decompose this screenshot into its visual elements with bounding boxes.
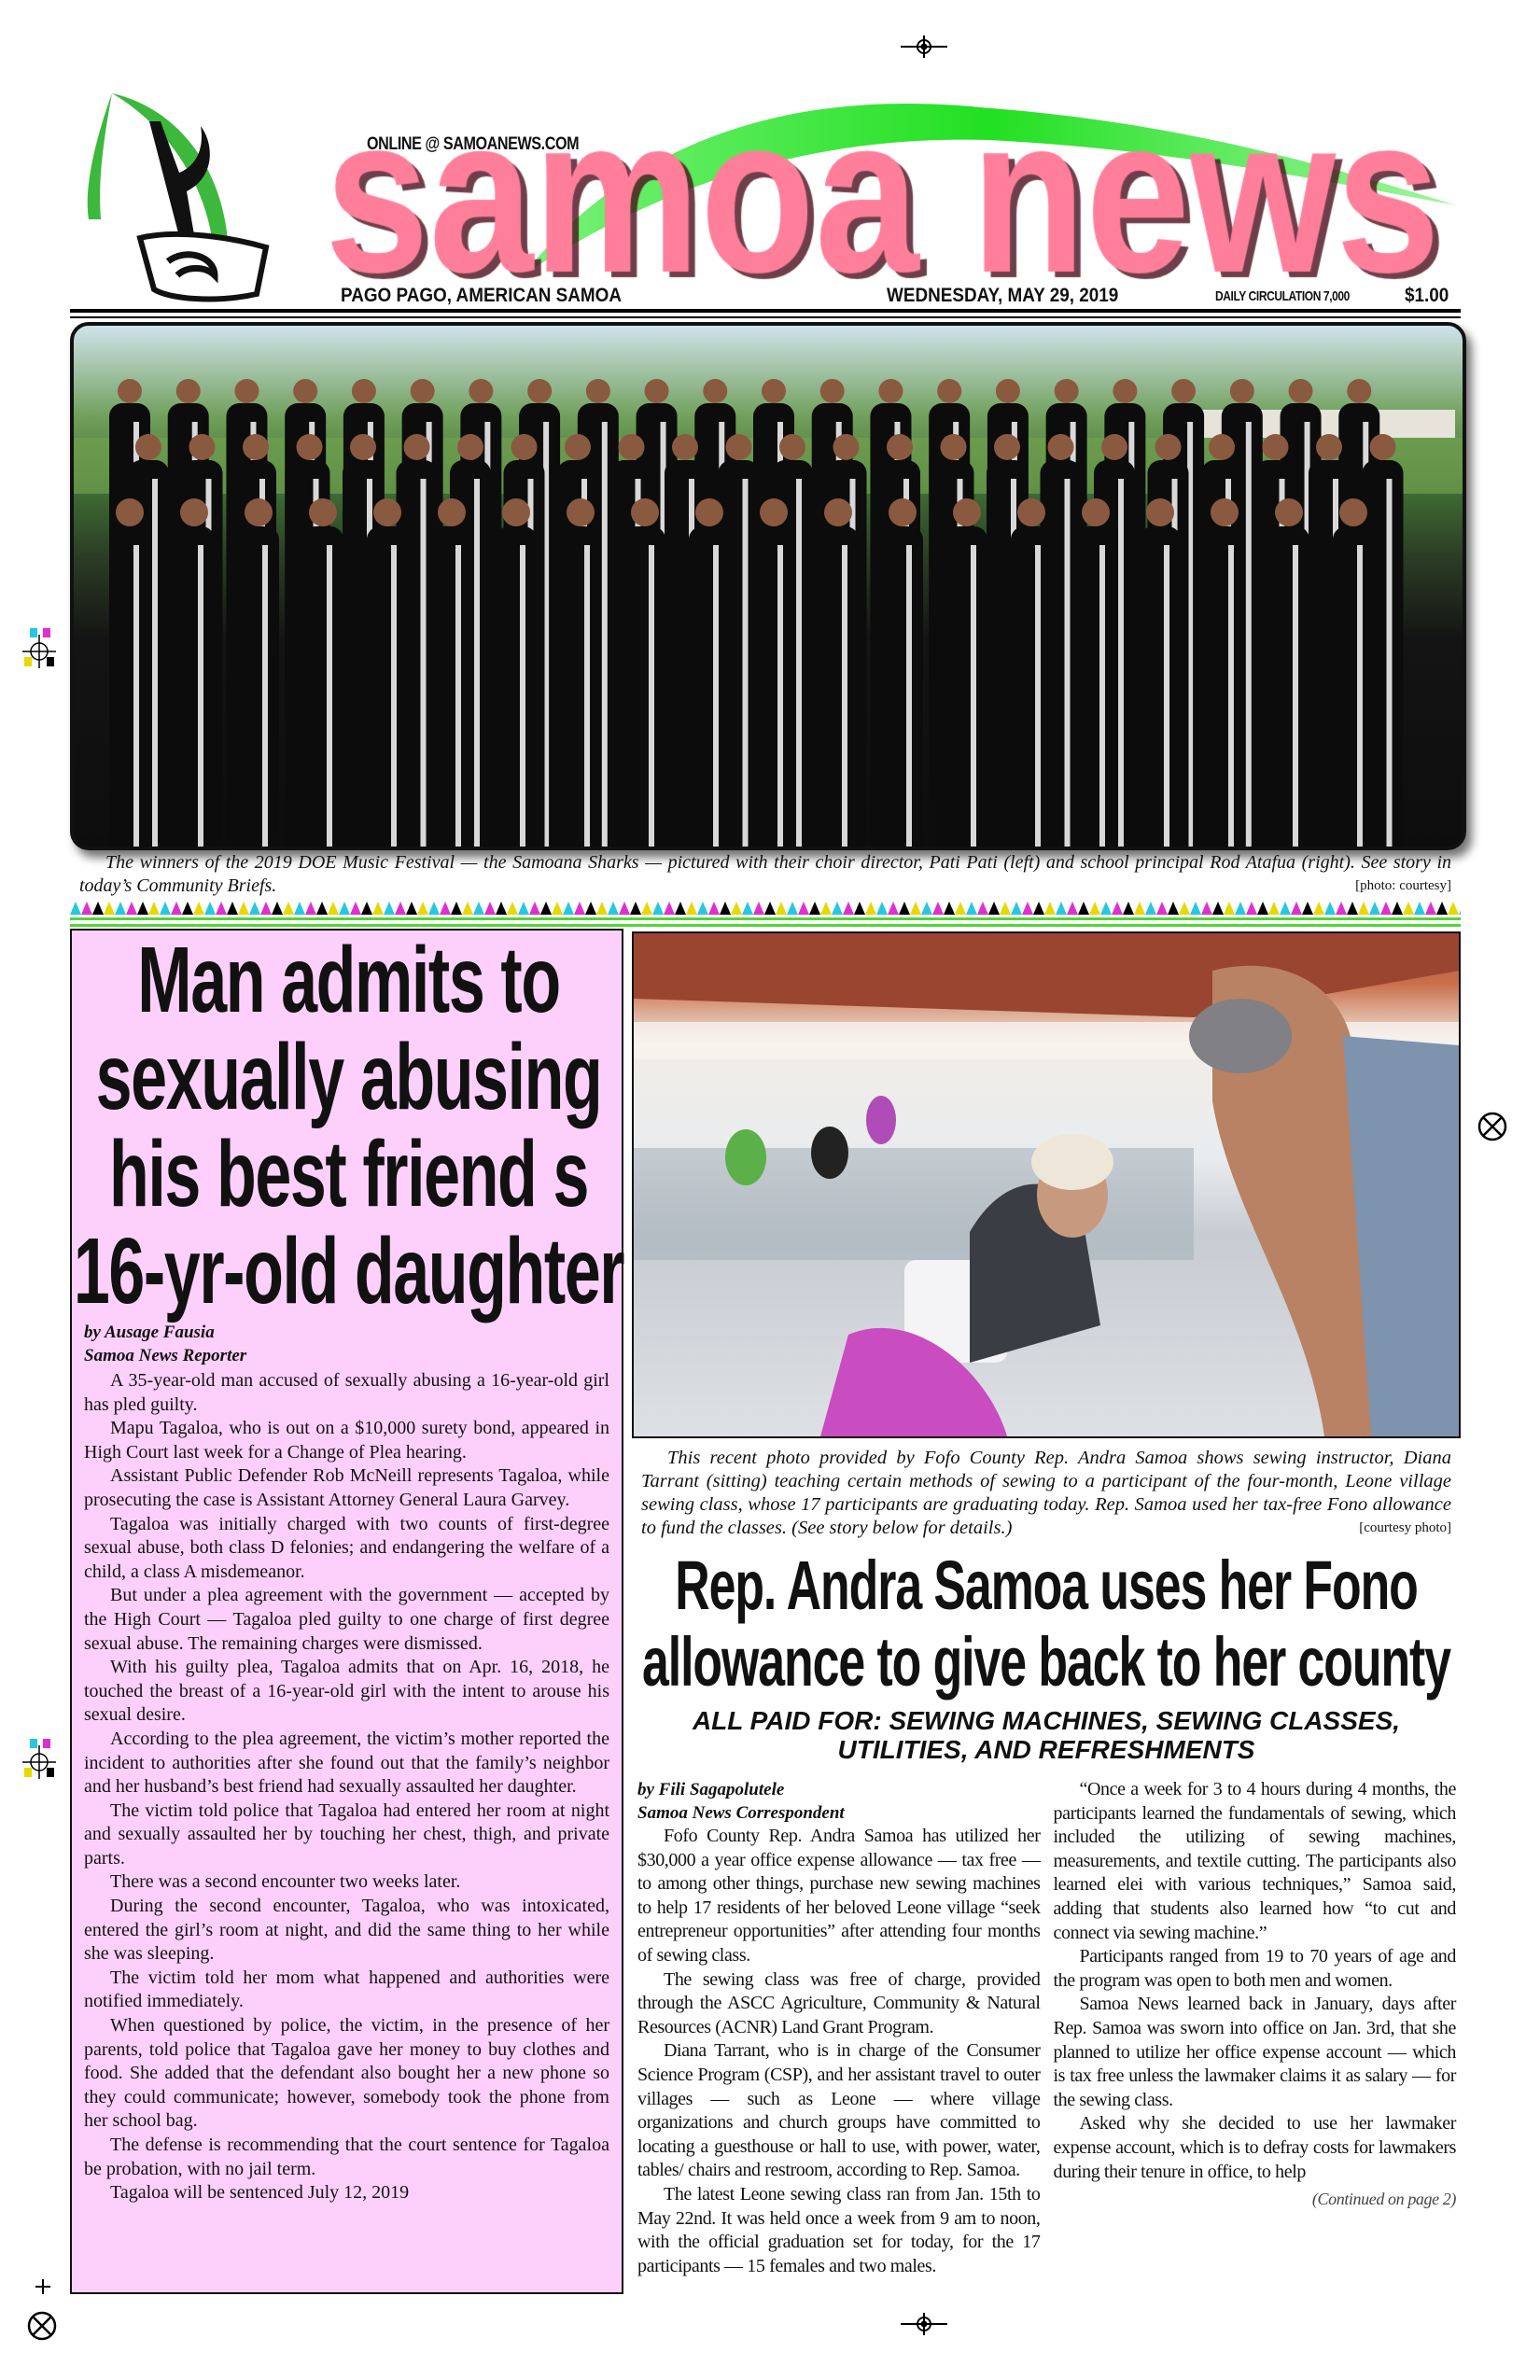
choir-member-head [833, 434, 860, 460]
choir-member-head [243, 434, 269, 460]
choir-member-head [887, 434, 913, 460]
choir-member-head [1146, 498, 1174, 526]
headline-line: Man admits to [137, 928, 560, 1032]
dress-pattern [133, 545, 139, 847]
choir-member-head [511, 434, 538, 460]
subheadline-line: UTILITIES, AND REFRESHMENTS [837, 1735, 1255, 1764]
choir-member-head [1230, 379, 1254, 403]
paragraph: Assistant Public Defender Rob McNeill represents Tagaloa, while prosecuting the case is Assistant Attorney General Laura Garvey. [84, 1465, 609, 1510]
choir-member-head [1263, 434, 1289, 460]
photo-credit: [photo: courtesy] [1355, 878, 1451, 893]
dress-pattern [1357, 545, 1363, 847]
choir-member [946, 526, 987, 847]
photo-credit: [courtesy photo] [1359, 1520, 1451, 1535]
choir-member-head [762, 379, 786, 403]
dress-pattern [796, 479, 802, 847]
choir-member [753, 526, 794, 847]
author: by Ausage Fausia [84, 1323, 215, 1342]
cmyk-target-icon [21, 1736, 67, 1783]
dress-pattern [520, 545, 525, 847]
headline-line: allowance to give back to her county [641, 1623, 1451, 1701]
choir-member-head [1347, 379, 1371, 403]
choir-member-head [438, 498, 466, 526]
choir-member-head [645, 379, 669, 403]
headline-line: Rep. Andra Samoa uses her Fono [675, 1547, 1418, 1624]
paragraph: Mapu Tagaloa, who is out on a $10,000 surety bond, appeared in High Court last week for a Change of Plea hearing. [84, 1418, 609, 1463]
choir-member-head [996, 379, 1020, 403]
crosshair-circle-icon [1477, 1111, 1508, 1142]
subheadline-line: ALL PAID FOR: SEWING MACHINES, SEWING CLASSES, [692, 1706, 1401, 1735]
choir-member-head [1171, 379, 1196, 403]
paragraph: Samoa News learned back in January, days after Rep. Samoa was sworn into office on Jan. 3rd, that she planned to utilize her office expense account — which is tax free unless the lawmaker claims it as salary — for the sewing class. [1053, 1994, 1456, 2110]
paragraph: During the second encounter, Tagaloa, who was intoxicated, entered the girl’s room at night, and did the same thing to her while she was sleeping. [84, 1896, 609, 1965]
choir-group-photo [70, 322, 1466, 850]
choir-member-head [567, 498, 595, 526]
choir-member-head [1209, 434, 1235, 460]
article-body [84, 1369, 609, 2205]
dress-pattern [1035, 545, 1041, 847]
masthead-rule [70, 309, 1461, 313]
choir-member [689, 526, 730, 847]
headline-line: his best friend s [108, 1122, 588, 1226]
headline-line: sexually abusing [95, 1025, 602, 1129]
choir-member-head [941, 434, 967, 460]
crop-mark-icon [35, 2279, 50, 2294]
choir-member-head [1101, 434, 1127, 460]
story-sexual-abuse-case [70, 929, 623, 2294]
paragraph: With his guilty plea, Tagaloa admits that on Apr. 16, 2018, he touched the breast of a 16-year-old girl with the intent to arouse his sexual desire. [84, 1657, 609, 1726]
dress-pattern [474, 479, 480, 847]
choir-member-head [779, 434, 805, 460]
paragraph: But under a plea agreement with the government — accepted by the High Court — Tagaloa pled guilty to one charge of first degree sexual abuse. The remaining charges were dismissed. [84, 1585, 609, 1654]
article-body [637, 1778, 1456, 2305]
dress-pattern [743, 479, 749, 847]
paragraph: The victim told police that Tagaloa had entered her room at night and sexually assaulted her by touching her chest, thigh, and private parts. [84, 1799, 609, 1869]
choir-member-head [953, 498, 981, 526]
masthead-rule [70, 316, 1461, 318]
choir-member [174, 526, 215, 847]
dress-pattern [1228, 545, 1234, 847]
choir-member-head [1017, 498, 1045, 526]
paragraph: There was a second encounter two weeks later. [110, 1871, 461, 1893]
choir-member-head [565, 434, 591, 460]
choir-member [1204, 526, 1245, 847]
choir-member-head [118, 379, 142, 403]
dress-pattern [327, 545, 332, 847]
paragraph: A 35-year-old man accused of sexually abusing a 16-year-old girl has pled guilty. [84, 1370, 609, 1415]
choir-member-head [726, 434, 752, 460]
choir-member-head [1370, 434, 1396, 460]
headline-line: 16-yr-old daughter [73, 1219, 624, 1323]
dress-pattern [584, 545, 590, 847]
dress-pattern [906, 545, 912, 847]
choir-member-head [180, 498, 208, 526]
choir-member-head [404, 434, 430, 460]
masthead-title-logo [317, 149, 1465, 280]
choir-member-head [824, 498, 852, 526]
choir-member-head [695, 498, 723, 526]
dress-pattern [152, 479, 158, 847]
paragraph: Diana Tarrant, who is in charge of the Consumer Science Program (CSP), and her assistant travel to outer villages — such as Leone — where village organizations and church groups have committed to locating a guesthouse or hall to use, with power, water, tables/ chairs and restroom, according to Rep. Samoa. [637, 2040, 1041, 2181]
byline [84, 1321, 246, 1367]
paragraph: Fofo County Rep. Andra Samoa has utilized her $30,000 a year office expense allowance — tax free — to among other things, purchase new sewing machines to help 17 residents of her beloved Leone village “seek entrepreneur opportunities” after attending four months of sewing class. [637, 1826, 1041, 1966]
dress-pattern [649, 545, 654, 847]
paragraph: Participants ranged from 19 to 70 years of age and the program was open to both men and women. [1053, 1946, 1456, 1991]
choir-member-head [293, 379, 317, 403]
choir-member [1011, 526, 1052, 847]
choir-member [238, 526, 279, 847]
choir-member [560, 526, 601, 847]
dress-pattern [455, 545, 461, 847]
author-role: Samoa News Correspondent [637, 1803, 845, 1823]
choir-member-head [1289, 379, 1313, 403]
choir-member-head [994, 434, 1020, 460]
choir-member-head [672, 434, 698, 460]
choir-member [1140, 526, 1181, 847]
circulation: DAILY CIRCULATION 7,000 [1215, 288, 1350, 304]
paragraph: The sewing class was free of charge, provided through the ASCC Agriculture, Community & Natural Resources (ACNR) Land Grant Program. [637, 1968, 1041, 2037]
choir-member [496, 526, 537, 847]
choir-member [624, 526, 665, 847]
author: by Fili Sagapolutele [637, 1780, 785, 1799]
choir-member-head [619, 434, 645, 460]
issue-date: WEDNESDAY, MAY 29, 2019 [887, 285, 1119, 306]
paragraph: When questioned by police, the victim, in the presence of her parents, told police that Tagaloa gave her money to buy clothes and food. She added that the defendant also bought her a new phone so they could communicate; however, somebody took the phone from her school bag. [84, 2015, 609, 2132]
dress-pattern [777, 545, 783, 847]
dress-pattern [421, 479, 427, 847]
crosshair-circle-icon [26, 2310, 58, 2342]
dress-pattern [602, 422, 608, 847]
choir-member-head [820, 379, 845, 403]
choir-member-head [760, 498, 788, 526]
choir-member-head [878, 379, 903, 403]
choir-member-head [1082, 498, 1110, 526]
paragraph: The victim told her mom what happened and authorities were notified immediately. [84, 1967, 609, 2012]
choir-member-head [527, 379, 552, 403]
choir-member-head [350, 434, 376, 460]
choir-member-head [234, 379, 259, 403]
dress-pattern [1118, 479, 1124, 847]
choir-member-head [309, 498, 337, 526]
choir-member-head [1113, 379, 1137, 403]
website-link[interactable]: ONLINE @ SAMOANEWS.COM [367, 134, 580, 154]
choir-member-head [1211, 498, 1239, 526]
top-photo-caption [79, 851, 1451, 898]
choir-member-head [176, 379, 201, 403]
dress-pattern [971, 545, 976, 847]
dress-pattern [1065, 479, 1071, 847]
cmyk-target-icon [21, 625, 67, 672]
choir-member-head [189, 434, 216, 460]
choir-member-head [703, 379, 727, 403]
choir-member-head [297, 434, 323, 460]
choir-member [109, 526, 150, 847]
choir-member-head [937, 379, 961, 403]
continued-link[interactable]: (Continued on page 2) [1311, 2190, 1456, 2209]
choir-member [1333, 526, 1374, 847]
choir-member [431, 526, 472, 847]
dress-pattern [842, 545, 847, 847]
paragraph: The defense is recommending that the court sentence for Tagaloa be probation, with no jail term. [84, 2135, 609, 2179]
paragraph: According to the plea agreement, the victim’s mother reported the incident to authorities after she found out that the family’s neighbor and her husband’s best friend had sexually assaulted her daughter. [84, 1728, 609, 1798]
paragraph: Asked why she decided to use her lawmaker expense account, which is to defray costs for lawmakers during their tenure in office, to help [1053, 2113, 1456, 2182]
choir-member-head [457, 434, 483, 460]
choir-member-head [373, 498, 401, 526]
dress-pattern [1099, 545, 1105, 847]
choir-member-head [631, 498, 659, 526]
choir-member-head [135, 434, 161, 460]
dress-pattern [1293, 545, 1298, 847]
choir-member-head [1316, 434, 1342, 460]
choir-member-head [1275, 498, 1303, 526]
choir-member-head [1055, 379, 1079, 403]
choir-member-head [469, 379, 493, 403]
dress-pattern [198, 545, 203, 847]
choir-member-head [116, 498, 144, 526]
price: $1.00 [1405, 285, 1449, 306]
choir-member [1075, 526, 1116, 847]
caption-text: The winners of the 2019 DOE Music Festival — the Samoana Sharks — pictured with their choir director, Pati Pati (left) and school principal Rod Atafua (right). See story in today’s Community Briefs. [79, 852, 1451, 896]
choir-member [882, 526, 923, 847]
location: PAGO PAGO, AMERICAN SAMOA [341, 285, 623, 306]
dress-pattern [1387, 479, 1393, 847]
choir-member-head [1048, 434, 1074, 460]
choir-member [302, 526, 343, 847]
paragraph: “Once a week for 3 to 4 hours during 4 months, the participants learned the fundamentals of sewing, which included the utilizing of sewing machines, measurements, and textile cutting. The participants also learned elei with various techniques,” Samoa said, adding that students also learned how “to cut and connect via sewing machine.” [1053, 1779, 1456, 1943]
choir-member-head [245, 498, 273, 526]
sewing-photo-caption [641, 1447, 1451, 1540]
sewing-class-photo [632, 931, 1461, 1438]
sewing-class-image [634, 933, 1459, 1436]
dress-pattern [713, 545, 719, 847]
dress-pattern [1246, 422, 1252, 847]
dress-pattern [262, 545, 268, 847]
choir-member [367, 526, 408, 847]
choir-member [1268, 526, 1309, 847]
author-role: Samoa News Reporter [84, 1346, 247, 1365]
decorative-divider [70, 902, 1461, 930]
choir-member-head [352, 379, 376, 403]
choir-group-image [74, 326, 1463, 847]
choir-member-head [586, 379, 610, 403]
choir-member-head [411, 379, 435, 403]
caption-text: This recent photo provided by Fofo County Rep. Andra Samoa shows sewing instructor, Diana Tarrant (sitting) teaching certain methods of sewing to a participant of the four-month, Leone village sewing class, whose 17 participants are graduating today. Rep. Samoa used her tax-free Fono allowance to fund the classes. (See story below for details.) [641, 1448, 1451, 1538]
paragraph: The latest Leone sewing class ran from Jan. 15th to May 22nd. It was held once a week from 9 am to noon, with the official graduation set for today, for the 17 participants — 15 females and two males. [637, 2183, 1041, 2276]
dress-pattern [391, 545, 397, 847]
choir-member-head [1339, 498, 1367, 526]
registration-mark-icon [901, 2313, 947, 2335]
paragraph: Tagaloa will be sentenced July 12, 2019 [110, 2182, 410, 2204]
choir-member [818, 526, 859, 847]
paragraph: Tagaloa was initially charged with two counts of first-degree sexual abuse, both class D felonies; and endangering the welfare of a child, a class A misdemeanor. [84, 1513, 609, 1582]
choir-member-head [502, 498, 530, 526]
dress-pattern [1164, 545, 1169, 847]
choir-member-head [889, 498, 917, 526]
choir-member-head [1155, 434, 1182, 460]
